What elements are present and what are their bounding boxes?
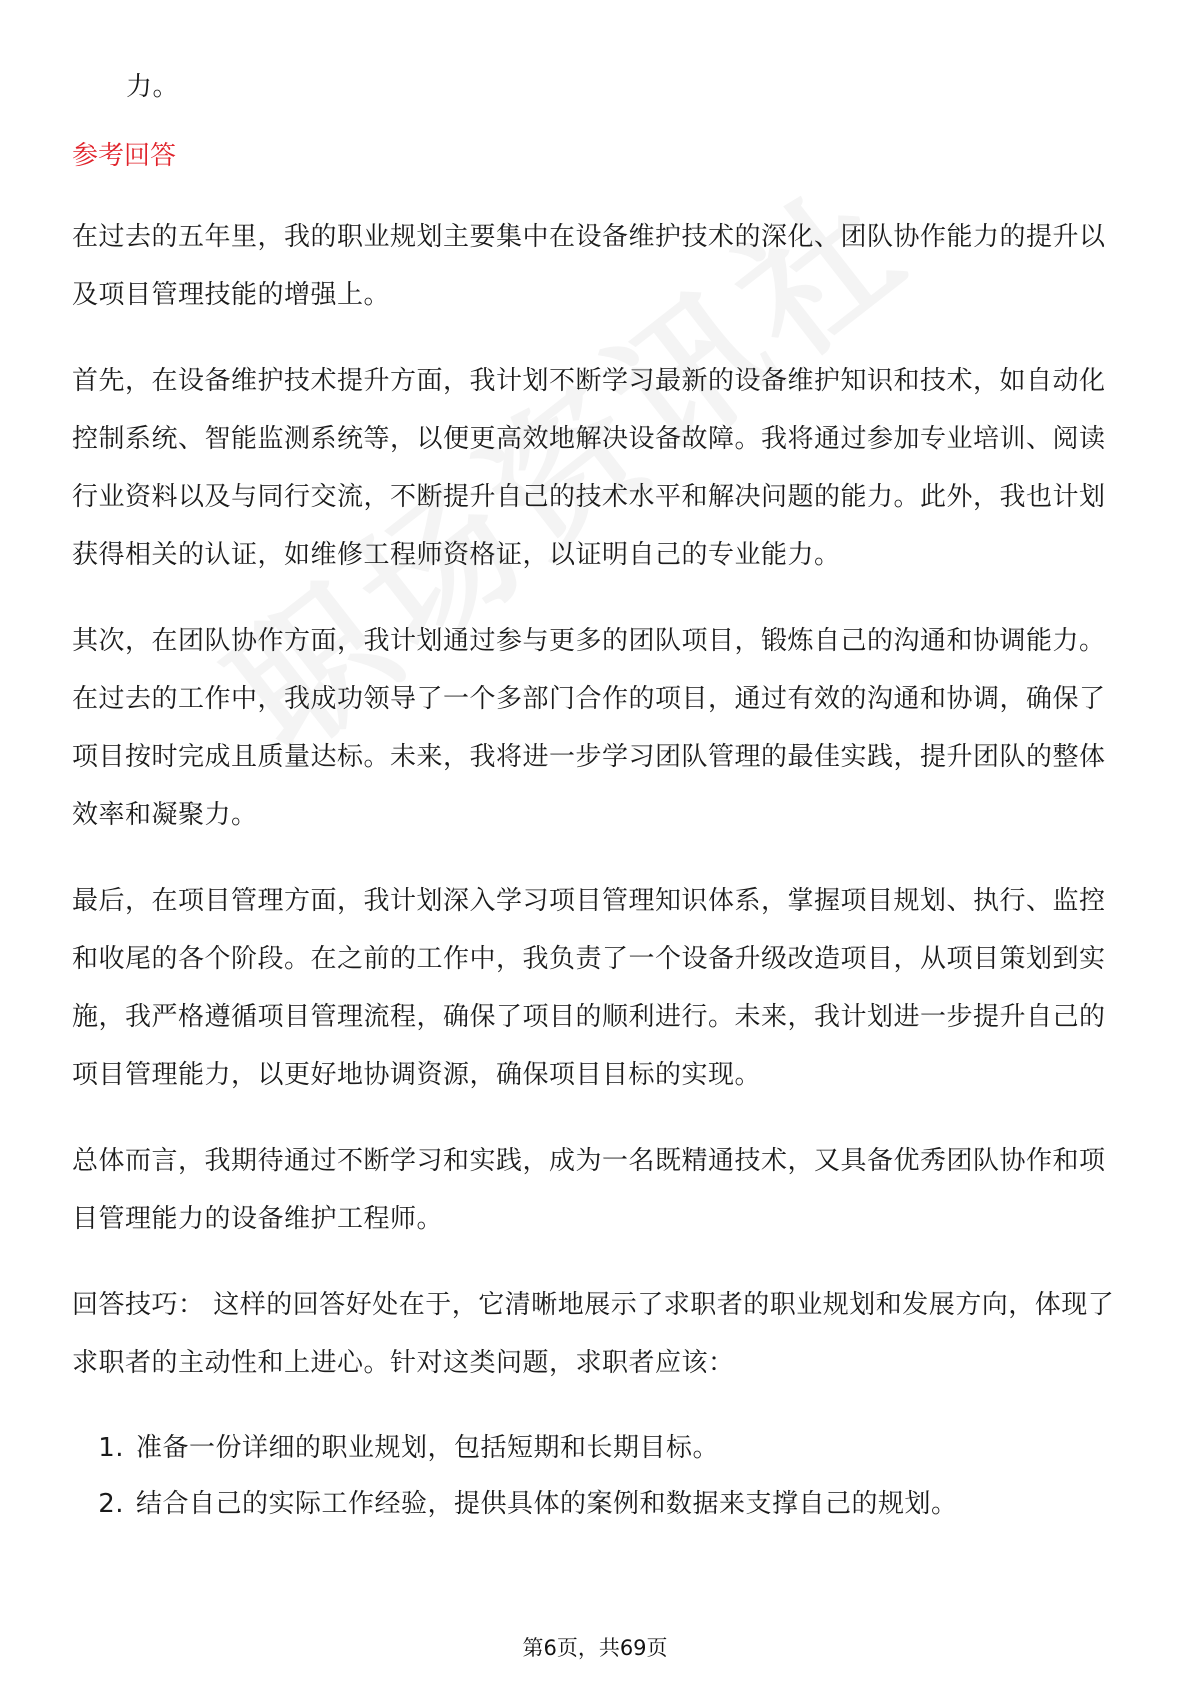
answer-paragraph-5: 总体而言，我期待通过不断学习和实践，成为一名既精通技术，又具备优秀团队协作和项目管理能力的设备维护工程师。 — [72, 1146, 1106, 1234]
answer-paragraph-3: 其次，在团队协作方面，我计划通过参与更多的团队项目，锻炼自己的沟通和协调能力。在过去的工作中，我成功领导了一个多部门合作的项目，通过有效的沟通和协调，确保了项目按时完成且质量达标。未来，我将进一步学习团队管理的最佳实践，提升团队的整体效率和凝聚力。 — [72, 626, 1106, 830]
page-footer: 第6页，共69页 — [522, 1636, 668, 1660]
list-item-number: 2. — [98, 1489, 124, 1519]
answer-paragraph-2: 首先，在设备维护技术提升方面，我计划不断学习最新的设备维护知识和技术，如自动化控制系统、智能监测系统等，以便更高效地解决设备故障。我将通过参加专业培训、阅读行业资料以及与同行交流，不断提升自己的技术水平和解决问题的能力。此外，我也计划获得相关的认证，如维修工程师资格证，以证明自己的专业能力。 — [72, 366, 1106, 570]
answer-paragraph-1: 在过去的五年里，我的职业规划主要集中在设备维护技术的深化、团队协作能力的提升以及项目管理技能的增强上。 — [72, 222, 1106, 310]
list-item-number: 1. — [98, 1433, 124, 1463]
list-item — [72, 1420, 1122, 1476]
page-content — [72, 58, 1122, 1532]
answer-tips-paragraph: 回答技巧： 这样的回答好处在于，它清晰地展示了求职者的职业规划和发展方向，体现了求职者的主动性和上进心。针对这类问题，求职者应该： — [72, 1290, 1115, 1378]
list-item — [72, 1476, 1122, 1532]
list-item-text: 准备一份详细的职业规划，包括短期和长期目标。 — [136, 1433, 720, 1463]
tips-list — [72, 1420, 1122, 1532]
answer-paragraph-4: 最后，在项目管理方面，我计划深入学习项目管理知识体系，掌握项目规划、执行、监控和收尾的各个阶段。在之前的工作中，我负责了一个设备升级改造项目，从项目策划到实施，我严格遵循项目管理流程，确保了项目的顺利进行。未来，我计划进一步提升自己的项目管理能力，以更好地协调资源，确保项目目标的实现。 — [72, 886, 1106, 1090]
section-title-reference-answer: 参考回答 — [72, 141, 177, 171]
list-item-text: 结合自己的实际工作经验，提供具体的案例和数据来支撑自己的规划。 — [136, 1489, 958, 1519]
continued-text-fragment: 力。 — [126, 72, 180, 102]
